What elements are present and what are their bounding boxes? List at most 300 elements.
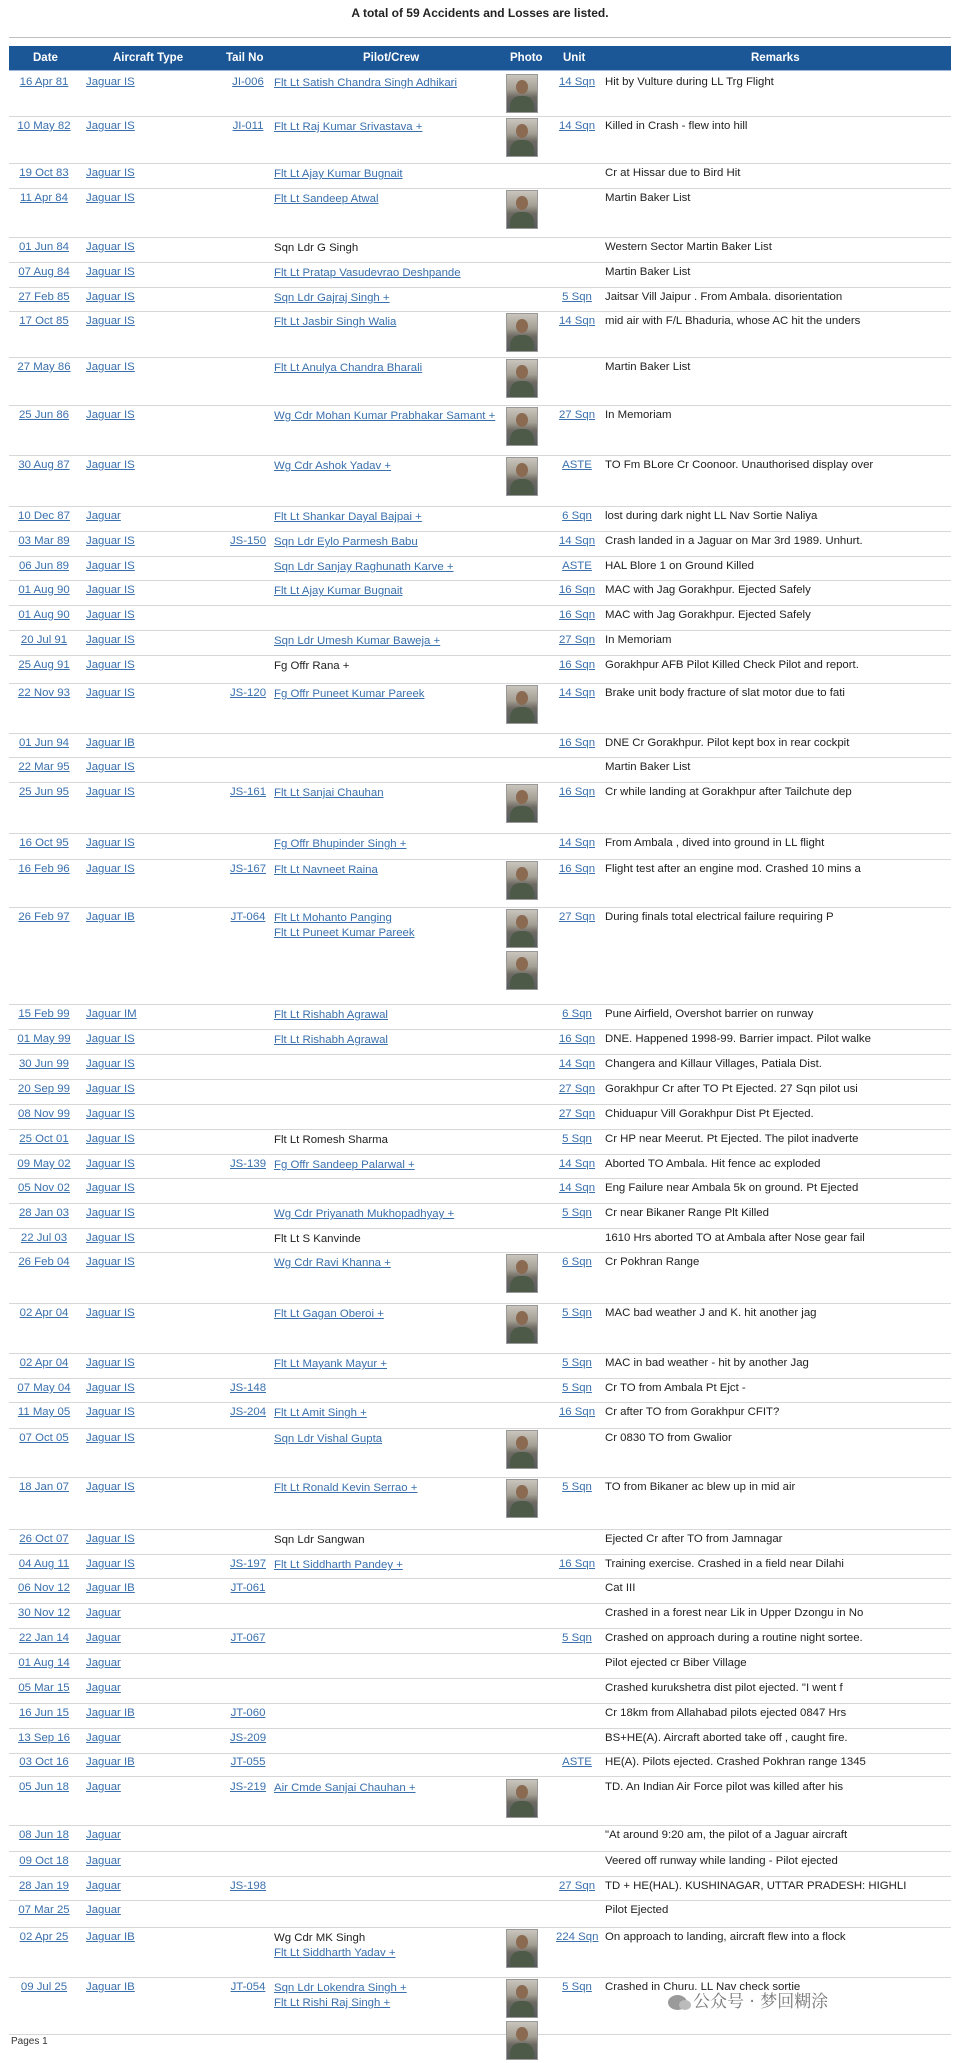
date-link[interactable]: 10 Dec 87 bbox=[18, 510, 70, 522]
unit-link[interactable]: 16 Sqn bbox=[558, 863, 596, 875]
cell-remarks: MAC with Jag Gorakhpur. Ejected Safely bbox=[605, 584, 811, 596]
date-link[interactable]: 06 Jun 89 bbox=[18, 560, 70, 572]
pilot-photo[interactable] bbox=[506, 190, 538, 229]
unit-link[interactable]: 16 Sqn bbox=[558, 1033, 596, 1045]
cell-date bbox=[9, 76, 79, 88]
unit-link[interactable]: 27 Sqn bbox=[558, 911, 596, 923]
date-link[interactable]: 09 Oct 18 bbox=[19, 1855, 69, 1867]
table-row bbox=[9, 1154, 951, 1179]
header-pilot-crew[interactable]: Pilot/Crew bbox=[363, 52, 420, 64]
cell-pilot-crew bbox=[274, 1406, 367, 1421]
pilot-link[interactable]: Flt Lt Amit Singh + bbox=[274, 1407, 367, 1419]
pilot-link[interactable]: Flt Lt Satish Chandra Singh Adhikari bbox=[274, 77, 457, 89]
aircraft-type-link[interactable]: Jaguar bbox=[86, 1781, 121, 1793]
unit-link[interactable]: 6 Sqn bbox=[562, 1008, 592, 1020]
unit-link[interactable]: 14 Sqn bbox=[558, 315, 596, 327]
date-link[interactable]: 03 Oct 16 bbox=[19, 1756, 69, 1768]
unit-link[interactable]: 27 Sqn bbox=[558, 634, 596, 646]
date-link[interactable]: 02 Apr 04 bbox=[19, 1357, 69, 1369]
date-link[interactable]: 02 Apr 04 bbox=[19, 1307, 69, 1319]
aircraft-type-link[interactable]: Jaguar IS bbox=[86, 560, 135, 572]
unit-link[interactable]: 27 Sqn bbox=[558, 1083, 596, 1095]
table-row bbox=[9, 1876, 951, 1901]
pilot-photo[interactable] bbox=[506, 2021, 538, 2060]
date-link[interactable]: 05 Nov 02 bbox=[18, 1182, 70, 1194]
date-link[interactable]: 04 Aug 11 bbox=[18, 1558, 70, 1570]
table-row bbox=[9, 1203, 951, 1229]
aircraft-type-link[interactable]: Jaguar IS bbox=[86, 409, 135, 421]
aircraft-type-link[interactable]: Jaguar bbox=[86, 1732, 121, 1744]
pilot-link[interactable]: Sqn Ldr Vishal Gupta bbox=[274, 1433, 383, 1445]
unit-link[interactable]: 16 Sqn bbox=[558, 1406, 596, 1418]
pilot-link[interactable]: Fg Offr Bhupinder Singh + bbox=[274, 838, 407, 850]
cell-tail-no bbox=[225, 786, 271, 798]
aircraft-type-link[interactable]: Jaguar bbox=[86, 1829, 121, 1841]
tail-no-link[interactable]: JT-060 bbox=[230, 1707, 266, 1719]
date-link[interactable]: 20 Jul 91 bbox=[20, 634, 68, 646]
cell-photo bbox=[506, 1254, 538, 1296]
cell-aircraft-type bbox=[86, 1707, 135, 1719]
pilot-link[interactable]: Flt Lt Pratap Vasudevrao Deshpande bbox=[274, 267, 461, 279]
pilot-link[interactable]: Flt Lt Rishi Raj Singh + bbox=[274, 1997, 391, 2009]
aircraft-type-link[interactable]: Jaguar IS bbox=[86, 76, 135, 88]
date-link[interactable]: 13 Sep 16 bbox=[18, 1732, 70, 1744]
date-link[interactable]: 28 Jan 03 bbox=[18, 1207, 70, 1219]
aircraft-type-link[interactable]: Jaguar IS bbox=[86, 609, 135, 621]
table-row bbox=[9, 262, 951, 288]
pilot-link[interactable]: Sqn Ldr Umesh Kumar Baweja + bbox=[274, 635, 441, 647]
date-link[interactable]: 09 May 02 bbox=[17, 1158, 71, 1170]
pilot-photo[interactable] bbox=[506, 313, 538, 352]
date-link[interactable]: 08 Jun 18 bbox=[18, 1829, 70, 1841]
unit-link[interactable]: 16 Sqn bbox=[558, 1558, 596, 1570]
aircraft-type-link[interactable]: Jaguar IS bbox=[86, 1033, 135, 1045]
cell-date bbox=[9, 1855, 79, 1867]
unit-link[interactable]: 14 Sqn bbox=[558, 535, 596, 547]
date-link[interactable]: 15 Feb 99 bbox=[18, 1008, 70, 1020]
cell-remarks: Pilot Ejected bbox=[605, 1904, 669, 1916]
cell-pilot-crew bbox=[274, 459, 391, 474]
date-link[interactable]: 22 Jan 14 bbox=[18, 1632, 70, 1644]
cell-tail-no bbox=[225, 1382, 271, 1394]
cell-remarks: Crash landed in a Jaguar on Mar 3rd 1989. Unhurt. bbox=[605, 535, 863, 547]
cell-date bbox=[9, 1406, 79, 1418]
tail-no-link[interactable]: JS-150 bbox=[229, 535, 267, 547]
date-link[interactable]: 22 Nov 93 bbox=[18, 687, 70, 699]
date-link[interactable]: 07 Aug 84 bbox=[18, 266, 70, 278]
pilot-link[interactable]: Flt Lt Jasbir Singh Walia bbox=[274, 316, 397, 328]
cell-aircraft-type bbox=[86, 1382, 135, 1394]
pilot-photo[interactable] bbox=[506, 74, 538, 113]
aircraft-type-link[interactable]: Jaguar IB bbox=[86, 1756, 135, 1768]
cell-pilot-crew bbox=[274, 241, 358, 256]
aircraft-type-link[interactable]: Jaguar IS bbox=[86, 1158, 135, 1170]
aircraft-type-link[interactable]: Jaguar IS bbox=[86, 192, 135, 204]
unit-link[interactable]: 27 Sqn bbox=[558, 1108, 596, 1120]
date-link[interactable]: 01 Aug 14 bbox=[18, 1657, 70, 1669]
aircraft-type-link[interactable]: Jaguar IS bbox=[86, 1558, 135, 1570]
pilot-photo[interactable] bbox=[506, 951, 538, 990]
aircraft-type-link[interactable]: Jaguar bbox=[86, 1682, 121, 1694]
header-aircraft-type[interactable]: Aircraft Type bbox=[113, 52, 184, 64]
aircraft-type-link[interactable]: Jaguar IS bbox=[86, 1133, 135, 1145]
cell-remarks: Western Sector Martin Baker List bbox=[605, 241, 772, 253]
aircraft-type-link[interactable]: Jaguar IS bbox=[86, 1207, 135, 1219]
tail-no-link[interactable]: JT-055 bbox=[230, 1756, 266, 1768]
tail-no-link[interactable]: JS-161 bbox=[229, 786, 267, 798]
unit-link[interactable]: 14 Sqn bbox=[558, 1158, 596, 1170]
aircraft-type-link[interactable]: Jaguar IB bbox=[86, 1582, 135, 1594]
pilot-link[interactable]: Flt Lt Rishabh Agrawal bbox=[274, 1034, 388, 1046]
date-link[interactable]: 25 Jun 86 bbox=[18, 409, 70, 421]
date-link[interactable]: 09 Jul 25 bbox=[20, 1981, 68, 1993]
pilot-link[interactable]: Wg Cdr Ashok Yadav + bbox=[274, 460, 392, 472]
unit-link[interactable]: 5 Sqn bbox=[562, 1981, 592, 1993]
tail-no-link[interactable]: JT-064 bbox=[230, 911, 266, 923]
aircraft-type-link[interactable]: Jaguar IS bbox=[86, 584, 135, 596]
cell-remarks: During finals total electrical failure requiring P bbox=[605, 911, 834, 923]
cell-date bbox=[9, 1108, 79, 1120]
date-link[interactable]: 28 Jan 19 bbox=[18, 1880, 70, 1892]
cell-date bbox=[9, 241, 79, 253]
cell-remarks: From Ambala , dived into ground in LL flight bbox=[605, 837, 825, 849]
unit-link[interactable]: 16 Sqn bbox=[558, 786, 596, 798]
cell-unit bbox=[556, 1008, 598, 1020]
tail-no-link[interactable]: JT-067 bbox=[230, 1632, 266, 1644]
pilot-link[interactable]: Flt Lt Sandeep Atwal bbox=[274, 193, 379, 205]
date-link[interactable]: 30 Jun 99 bbox=[18, 1058, 70, 1070]
pilot-photo[interactable] bbox=[506, 861, 538, 900]
cell-aircraft-type bbox=[86, 1058, 135, 1070]
aircraft-type-link[interactable]: Jaguar IS bbox=[86, 786, 135, 798]
aircraft-type-link[interactable]: Jaguar IS bbox=[86, 1533, 135, 1545]
header-date[interactable]: Date bbox=[33, 52, 58, 64]
aircraft-type-link[interactable]: Jaguar IS bbox=[86, 167, 135, 179]
header-photo[interactable]: Photo bbox=[510, 52, 543, 64]
date-link[interactable]: 11 Apr 84 bbox=[20, 192, 68, 204]
pilot-photo[interactable] bbox=[506, 909, 538, 948]
aircraft-type-link[interactable]: Jaguar bbox=[86, 1657, 121, 1669]
pilot-link[interactable]: Flt Lt Siddharth Yadav + bbox=[274, 1947, 396, 1959]
cell-remarks: Jaitsar Vill Jaipur . From Ambala. disorientation bbox=[605, 291, 843, 303]
date-link[interactable]: 27 May 86 bbox=[17, 361, 71, 373]
unit-link[interactable]: 27 Sqn bbox=[558, 409, 596, 421]
header-tail-no[interactable]: Tail No bbox=[226, 52, 264, 64]
unit-link[interactable]: 14 Sqn bbox=[558, 687, 596, 699]
tail-no-link[interactable]: JT-061 bbox=[230, 1582, 266, 1594]
aircraft-type-link[interactable]: Jaguar IS bbox=[86, 1357, 135, 1369]
pilot-link[interactable]: Wg Cdr Ravi Khanna + bbox=[274, 1257, 391, 1269]
date-link[interactable]: 01 Aug 90 bbox=[18, 609, 70, 621]
aircraft-type-link[interactable]: Jaguar IS bbox=[86, 634, 135, 646]
unit-link[interactable]: ASTE bbox=[562, 459, 592, 471]
unit-link[interactable]: 14 Sqn bbox=[558, 1058, 596, 1070]
unit-link[interactable]: 14 Sqn bbox=[558, 76, 596, 88]
tail-no-link[interactable]: JS-148 bbox=[229, 1382, 267, 1394]
aircraft-type-link[interactable]: Jaguar IB bbox=[86, 1981, 135, 1993]
unit-link[interactable]: 27 Sqn bbox=[558, 1880, 596, 1892]
tail-no-link[interactable]: JS-209 bbox=[229, 1732, 267, 1744]
unit-link[interactable]: 5 Sqn bbox=[562, 1632, 592, 1644]
unit-link[interactable]: ASTE bbox=[562, 1756, 592, 1768]
date-link[interactable]: 11 May 05 bbox=[17, 1406, 71, 1418]
aircraft-type-link[interactable]: Jaguar IS bbox=[86, 1406, 135, 1418]
cell-aircraft-type bbox=[86, 1008, 137, 1020]
unit-link[interactable]: 16 Sqn bbox=[558, 659, 596, 671]
pilot-photo[interactable] bbox=[506, 359, 538, 398]
cell-aircraft-type bbox=[86, 1880, 121, 1892]
pilot-link[interactable]: Flt Lt Ajay Kumar Bugnait bbox=[274, 168, 403, 180]
tail-no-link[interactable]: JS-219 bbox=[229, 1781, 267, 1793]
pilot-link[interactable]: Flt Lt Raj Kumar Srivastava + bbox=[274, 121, 423, 133]
unit-link[interactable]: 5 Sqn bbox=[562, 1207, 592, 1219]
unit-link[interactable]: 5 Sqn bbox=[562, 1382, 592, 1394]
unit-link[interactable]: 16 Sqn bbox=[558, 737, 596, 749]
unit-link[interactable]: 6 Sqn bbox=[562, 510, 592, 522]
aircraft-type-link[interactable]: Jaguar bbox=[86, 1880, 121, 1892]
pilot-photo[interactable] bbox=[506, 1254, 538, 1293]
aircraft-type-link[interactable]: Jaguar IS bbox=[86, 120, 135, 132]
pilot-link[interactable]: Flt Lt Mohanto Panging bbox=[274, 912, 392, 924]
date-link[interactable]: 17 Oct 85 bbox=[19, 315, 69, 327]
date-link[interactable]: 01 Aug 90 bbox=[18, 584, 70, 596]
pilot-photo[interactable] bbox=[506, 1479, 538, 1518]
unit-link[interactable]: 14 Sqn bbox=[558, 1182, 596, 1194]
table-row bbox=[9, 1628, 951, 1654]
pilot-photo[interactable] bbox=[506, 1305, 538, 1344]
aircraft-type-link[interactable]: Jaguar IM bbox=[86, 1008, 137, 1020]
cell-remarks: HAL Blore 1 on Ground Killed bbox=[605, 560, 755, 572]
tail-no-link[interactable]: JS-204 bbox=[229, 1406, 267, 1418]
pilot-link[interactable]: Flt Lt Ajay Kumar Bugnait bbox=[274, 585, 403, 597]
date-link[interactable]: 19 Oct 83 bbox=[19, 167, 69, 179]
unit-link[interactable]: 14 Sqn bbox=[558, 120, 596, 132]
cell-pilot-crew bbox=[274, 687, 424, 702]
date-link[interactable]: 16 Apr 81 bbox=[19, 76, 69, 88]
pilot-photo[interactable] bbox=[506, 1979, 538, 2018]
cell-tail-no bbox=[225, 1558, 271, 1570]
date-link[interactable]: 07 Oct 05 bbox=[19, 1432, 69, 1444]
aircraft-type-link[interactable]: Jaguar IS bbox=[86, 1232, 135, 1244]
aircraft-type-link[interactable]: Jaguar IS bbox=[86, 659, 135, 671]
pilot-link[interactable]: Wg Cdr Priyanath Mukhopadhyay + bbox=[274, 1208, 455, 1220]
pilot-photo[interactable] bbox=[506, 784, 538, 823]
date-link[interactable]: 30 Nov 12 bbox=[18, 1607, 70, 1619]
date-link[interactable]: 26 Feb 04 bbox=[18, 1256, 70, 1268]
aircraft-type-link[interactable]: Jaguar IS bbox=[86, 361, 135, 373]
date-link[interactable]: 27 Feb 85 bbox=[18, 291, 70, 303]
pilot-link[interactable]: Flt Lt Puneet Kumar Pareek bbox=[274, 927, 415, 939]
cell-remarks: DNE Cr Gorakhpur. Pilot kept box in rear cockpit bbox=[605, 737, 850, 749]
cell-remarks: In Memoriam bbox=[605, 634, 672, 646]
pilot-photo[interactable] bbox=[506, 407, 538, 446]
tail-no-link[interactable]: JS-139 bbox=[229, 1158, 267, 1170]
date-link[interactable]: 06 Nov 12 bbox=[18, 1582, 70, 1594]
date-link[interactable]: 30 Aug 87 bbox=[18, 459, 70, 471]
aircraft-type-link[interactable]: Jaguar IS bbox=[86, 535, 135, 547]
pilot-link[interactable]: Air Cmde Sanjai Chauhan + bbox=[274, 1782, 416, 1794]
aircraft-type-link[interactable]: Jaguar IS bbox=[86, 315, 135, 327]
cell-date bbox=[9, 1981, 79, 1993]
date-link[interactable]: 03 Mar 89 bbox=[18, 535, 70, 547]
cell-tail-no bbox=[225, 76, 271, 88]
aircraft-type-link[interactable]: Jaguar IS bbox=[86, 863, 135, 875]
date-link[interactable]: 25 Aug 91 bbox=[18, 659, 70, 671]
date-link[interactable]: 08 Nov 99 bbox=[18, 1108, 70, 1120]
table-row bbox=[9, 1703, 951, 1729]
cell-pilot-crew bbox=[274, 1781, 416, 1796]
pilot-link[interactable]: Flt Lt Navneet Raina bbox=[274, 864, 378, 876]
cell-date bbox=[9, 1657, 79, 1669]
pilot-link[interactable]: Fg Offr Puneet Kumar Pareek bbox=[274, 688, 425, 700]
pilot-link[interactable]: Sqn Ldr Lokendra Singh + bbox=[274, 1982, 407, 1994]
pilot-photo[interactable] bbox=[506, 118, 538, 157]
pilot-link[interactable]: Flt Lt Sanjai Chauhan bbox=[274, 787, 384, 799]
date-link[interactable]: 01 May 99 bbox=[17, 1033, 71, 1045]
aircraft-type-link[interactable]: Jaguar IB bbox=[86, 1707, 135, 1719]
aircraft-type-link[interactable]: Jaguar bbox=[86, 1855, 121, 1867]
pagination[interactable]: Pages 1 bbox=[11, 2036, 48, 2047]
cell-photo bbox=[506, 190, 538, 232]
unit-link[interactable]: 16 Sqn bbox=[558, 609, 596, 621]
date-link[interactable]: 25 Oct 01 bbox=[19, 1133, 69, 1145]
unit-link[interactable]: 5 Sqn bbox=[562, 1307, 592, 1319]
aircraft-type-link[interactable]: Jaguar IS bbox=[86, 1307, 135, 1319]
header-remarks[interactable]: Remarks bbox=[751, 52, 800, 64]
date-link[interactable]: 26 Oct 07 bbox=[19, 1533, 69, 1545]
date-link[interactable]: 07 Mar 25 bbox=[18, 1904, 70, 1916]
aircraft-type-link[interactable]: Jaguar IB bbox=[86, 1931, 135, 1943]
aircraft-type-link[interactable]: Jaguar IS bbox=[86, 837, 135, 849]
cell-remarks: Martin Baker List bbox=[605, 761, 691, 773]
aircraft-type-link[interactable]: Jaguar IS bbox=[86, 1058, 135, 1070]
date-link[interactable]: 01 Jun 84 bbox=[18, 241, 70, 253]
aircraft-type-link[interactable]: Jaguar bbox=[86, 1632, 121, 1644]
cell-pilot-crew bbox=[274, 1481, 417, 1496]
date-link[interactable]: 18 Jan 07 bbox=[18, 1481, 70, 1493]
cell-unit bbox=[556, 510, 598, 522]
aircraft-type-link[interactable]: Jaguar IS bbox=[86, 459, 135, 471]
unit-link[interactable]: 5 Sqn bbox=[562, 291, 592, 303]
cell-aircraft-type bbox=[86, 659, 135, 671]
header-unit[interactable]: Unit bbox=[563, 52, 586, 64]
aircraft-type-link[interactable]: Jaguar IB bbox=[86, 737, 135, 749]
pilot-link[interactable]: Flt Lt Anulya Chandra Bharali bbox=[274, 362, 423, 374]
date-link[interactable]: 07 May 04 bbox=[17, 1382, 71, 1394]
pilot-link[interactable]: Sqn Ldr Gajraj Singh + bbox=[274, 292, 390, 304]
aircraft-type-link[interactable]: Jaguar bbox=[86, 510, 121, 522]
date-link[interactable]: 16 Jun 15 bbox=[18, 1707, 70, 1719]
tail-no-link[interactable]: JS-120 bbox=[229, 687, 267, 699]
cell-date bbox=[9, 1931, 79, 1943]
tail-no-link[interactable]: JI-006 bbox=[232, 76, 264, 88]
pilot-link[interactable]: Flt Lt Gagan Oberoi + bbox=[274, 1308, 384, 1320]
pilot-photo[interactable] bbox=[506, 1430, 538, 1469]
unit-link[interactable]: 14 Sqn bbox=[558, 837, 596, 849]
aircraft-type-link[interactable]: Jaguar IS bbox=[86, 761, 135, 773]
date-link[interactable]: 25 Jun 95 bbox=[18, 786, 70, 798]
unit-link[interactable]: 16 Sqn bbox=[558, 584, 596, 596]
unit-link[interactable]: 6 Sqn bbox=[562, 1256, 592, 1268]
date-link[interactable]: 22 Jul 03 bbox=[20, 1232, 68, 1244]
unit-link[interactable]: ASTE bbox=[562, 560, 592, 572]
aircraft-type-link[interactable]: Jaguar IS bbox=[86, 687, 135, 699]
cell-aircraft-type bbox=[86, 584, 135, 596]
aircraft-type-link[interactable]: Jaguar bbox=[86, 1607, 121, 1619]
cell-tail-no bbox=[225, 1707, 271, 1719]
table-row bbox=[9, 907, 951, 1005]
date-link[interactable]: 20 Sep 99 bbox=[18, 1083, 70, 1095]
date-link[interactable]: 22 Mar 95 bbox=[18, 761, 70, 773]
date-link[interactable]: 10 May 82 bbox=[17, 120, 71, 132]
aircraft-type-link[interactable]: Jaguar IS bbox=[86, 266, 135, 278]
date-link[interactable]: 26 Feb 97 bbox=[18, 911, 70, 923]
unit-link[interactable]: 5 Sqn bbox=[562, 1357, 592, 1369]
pilot-link[interactable]: Sqn Ldr Eylo Parmesh Babu bbox=[274, 536, 418, 548]
date-link[interactable]: 01 Jun 94 bbox=[18, 737, 70, 749]
pilot-link[interactable]: Flt Lt Rishabh Agrawal bbox=[274, 1009, 388, 1021]
pilot-link[interactable]: Flt Lt Mayank Mayur + bbox=[274, 1358, 387, 1370]
date-link[interactable]: 05 Mar 15 bbox=[18, 1682, 70, 1694]
table-row bbox=[9, 1054, 951, 1080]
aircraft-type-link[interactable]: Jaguar IS bbox=[86, 1256, 135, 1268]
pilot-link[interactable]: Flt Lt Siddharth Pandey + bbox=[274, 1559, 403, 1571]
pilot-photo[interactable] bbox=[506, 457, 538, 496]
aircraft-type-link[interactable]: Jaguar IS bbox=[86, 1182, 135, 1194]
pilot-link[interactable]: Flt Lt Shankar Dayal Bajpai + bbox=[274, 511, 422, 523]
date-link[interactable]: 02 Apr 25 bbox=[19, 1931, 69, 1943]
tail-no-link[interactable]: JS-167 bbox=[229, 863, 267, 875]
aircraft-type-link[interactable]: Jaguar IB bbox=[86, 911, 135, 923]
unit-link[interactable]: 5 Sqn bbox=[562, 1481, 592, 1493]
pilot-link[interactable]: Fg Offr Sandeep Palarwal + bbox=[274, 1159, 415, 1171]
date-link[interactable]: 16 Feb 96 bbox=[18, 863, 70, 875]
cell-aircraft-type bbox=[86, 459, 135, 471]
aircraft-type-link[interactable]: Jaguar IS bbox=[86, 291, 135, 303]
pilot-photo[interactable] bbox=[506, 685, 538, 724]
aircraft-type-link[interactable]: Jaguar IS bbox=[86, 1382, 135, 1394]
pilot-link[interactable]: Sqn Ldr Sanjay Raghunath Karve + bbox=[274, 561, 454, 573]
unit-link[interactable]: 224 Sqn bbox=[556, 1931, 599, 1943]
aircraft-type-link[interactable]: Jaguar IS bbox=[86, 1108, 135, 1120]
tail-no-link[interactable]: JT-054 bbox=[230, 1981, 266, 1993]
pilot-photo[interactable] bbox=[506, 1929, 538, 1968]
date-link[interactable]: 16 Oct 95 bbox=[19, 837, 69, 849]
cell-remarks: Cr HP near Meerut. Pt Ejected. The pilot inadverte bbox=[605, 1133, 859, 1145]
pilot-link[interactable]: Flt Lt Ronald Kevin Serrao + bbox=[274, 1482, 418, 1494]
pilot-link[interactable]: Wg Cdr Mohan Kumar Prabhakar Samant + bbox=[274, 410, 496, 422]
aircraft-type-link[interactable]: Jaguar IS bbox=[86, 1432, 135, 1444]
aircraft-type-link[interactable]: Jaguar bbox=[86, 1904, 121, 1916]
cell-date bbox=[9, 609, 79, 621]
cell-aircraft-type bbox=[86, 1481, 135, 1493]
aircraft-type-link[interactable]: Jaguar IS bbox=[86, 1481, 135, 1493]
aircraft-type-link[interactable]: Jaguar IS bbox=[86, 1083, 135, 1095]
pilot-photo[interactable] bbox=[506, 1779, 538, 1818]
table-row bbox=[9, 1927, 951, 1978]
tail-no-link[interactable]: JI-011 bbox=[232, 120, 264, 132]
cell-remarks: Cat III bbox=[605, 1582, 636, 1594]
tail-no-link[interactable]: JS-197 bbox=[229, 1558, 267, 1570]
tail-no-link[interactable]: JS-198 bbox=[229, 1880, 267, 1892]
cell-remarks: Cr at Hissar due to Bird Hit bbox=[605, 167, 741, 179]
aircraft-type-link[interactable]: Jaguar IS bbox=[86, 241, 135, 253]
date-link[interactable]: 05 Jun 18 bbox=[18, 1781, 70, 1793]
unit-link[interactable]: 5 Sqn bbox=[562, 1133, 592, 1145]
cell-pilot-crew bbox=[274, 584, 403, 599]
pilot-name: Fg Offr Rana + bbox=[274, 660, 350, 672]
table-row bbox=[9, 163, 951, 189]
